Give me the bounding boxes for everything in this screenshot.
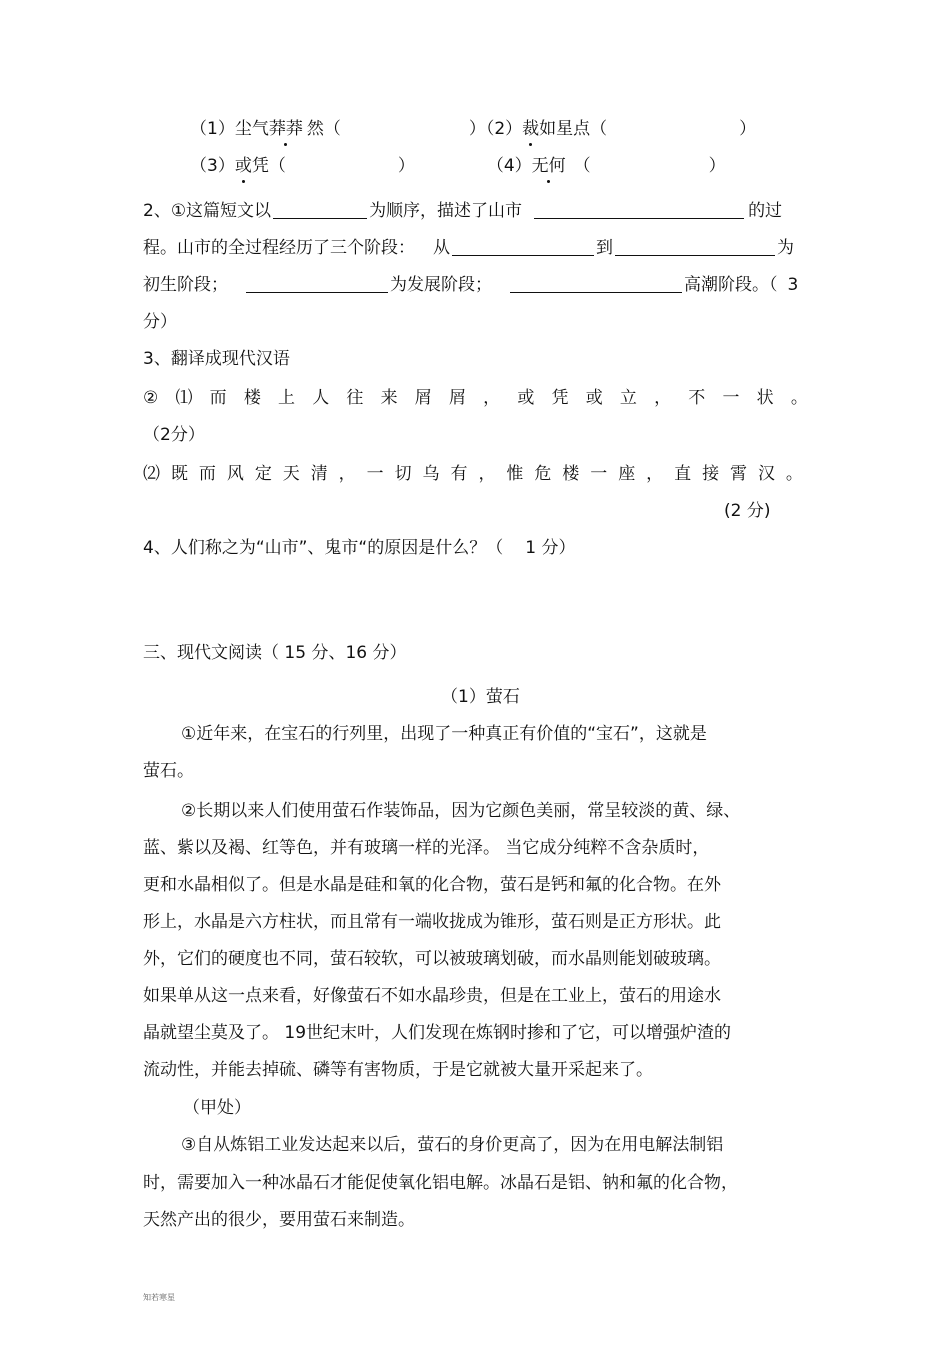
q1-item3-dotted: 或: [234, 156, 252, 176]
translation-char: 定: [254, 464, 272, 484]
translation-char: 。: [785, 464, 803, 484]
q1-row-2: [190, 155, 726, 177]
translation-char: 危: [534, 464, 552, 484]
q4-score: 1 分）: [525, 538, 576, 558]
translation-char: ，: [483, 388, 501, 408]
q2-blank-develop[interactable]: [246, 274, 388, 293]
translation-char: 。: [790, 388, 808, 408]
p2-line-7: 晶就望尘莫及了。 19世纪末叶，人们发现在炼钢时掺和了它，可以增强炉渣的: [143, 1023, 732, 1043]
translation-char: ，: [478, 464, 496, 484]
p1-line-1: ①近年来，在宝石的行列里，出现了一种真正有价值的“宝石”，这就是: [181, 724, 707, 744]
q1-item2-dotted: 裁: [522, 119, 540, 139]
translation-char: 既: [170, 464, 188, 484]
translation-char: 不: [688, 388, 706, 408]
translation-char: 切: [394, 464, 412, 484]
translation-char: 而: [209, 388, 227, 408]
q2-text: 为顺序，描述了山市: [369, 201, 523, 221]
translation-char: ⑵: [143, 464, 160, 484]
translation-char: 人: [312, 388, 330, 408]
q2-line-4: 分）: [143, 312, 177, 332]
q1-item1-suffix: 然（: [306, 119, 341, 139]
p2-line-6: 如果单从这一点来看，好像萤石不如水晶珍贵，但是在工业上，萤石的用途水: [143, 986, 721, 1006]
p3-line-2: 时，需要加入一种冰晶石才能促使氧化铝电解。冰晶石是铝、钠和氟的化合物，: [143, 1173, 738, 1193]
translation-char: ，: [654, 388, 672, 408]
translation-char: ，: [646, 464, 664, 484]
footer-text: 知若寒星: [143, 1293, 175, 1302]
translation-char: 楼: [243, 388, 261, 408]
passage-title: （1）萤石: [441, 687, 520, 707]
translation-char: ⑴: [175, 388, 193, 408]
q1-item4-suffix: （: [573, 156, 591, 176]
translation-char: ，: [338, 464, 356, 484]
translation-char: 霄: [730, 464, 748, 484]
translation-char: 屑: [414, 388, 432, 408]
q1-item2-prefix: （2）: [485, 119, 523, 139]
p2-line-8: 流动性，并能去掉硫、磷等有害物质，于是它就被大量开采起来了。: [143, 1060, 653, 1080]
translation-char: 座: [618, 464, 636, 484]
translation-char: 一: [722, 388, 740, 408]
q2-line-2: [143, 237, 794, 259]
translation-char: 或: [585, 388, 603, 408]
q3-sentence-2: [143, 463, 803, 485]
q1-item3-close: ）: [397, 156, 415, 176]
translation-char: 风: [226, 464, 244, 484]
q1-item2-suffix: 如星点（: [539, 119, 608, 139]
translation-char: 一: [366, 464, 384, 484]
translation-char: 来: [380, 388, 398, 408]
section3-heading: 三、现代文阅读（ 15 分、16 分）: [143, 643, 407, 663]
translation-char: 惟: [506, 464, 524, 484]
q2-blank-order[interactable]: [273, 200, 367, 219]
q2-blank-to[interactable]: [615, 237, 775, 256]
q3-score-2: (2 分): [724, 501, 771, 521]
q1-item4-prefix: （4）: [486, 156, 532, 176]
translation-char: 接: [702, 464, 720, 484]
q2-score: 3: [787, 275, 799, 295]
p2-line-2: 蓝、紫以及褐、红等色，并有玻璃一样的光泽。 当它成分纯粹不含杂质时，: [143, 838, 710, 858]
q3-sentence-1: [143, 387, 808, 409]
translation-char: 或: [517, 388, 535, 408]
q4-text: 4、人们称之为“山市”、鬼市“的原因是什么？（: [143, 538, 504, 558]
q1-item1-close: ）: [468, 119, 486, 139]
p1-line-2: 萤石。: [143, 761, 194, 781]
p2-line-3: 更和水晶相似了。但是水晶是硅和氧的化合物，萤石是钙和氟的化合物。在外: [143, 875, 721, 895]
q1-row-1: [190, 118, 756, 140]
translation-char: 清: [310, 464, 328, 484]
q2-line-1: [143, 200, 782, 222]
q2-text: 为发展阶段；: [390, 275, 492, 295]
q2-blank-from[interactable]: [452, 237, 594, 256]
q4-line: [143, 537, 575, 559]
translation-char: 一: [590, 464, 608, 484]
q2-blank-climax[interactable]: [510, 274, 682, 293]
translation-char: 凭: [551, 388, 569, 408]
q2-text: 高潮阶段。（: [684, 275, 778, 295]
q3-score-1: （2分）: [143, 425, 205, 445]
translation-char: 有: [450, 464, 468, 484]
q1-item4-dotted: 无何: [531, 156, 566, 176]
translation-char: 乌: [422, 464, 440, 484]
q1-item3-suffix: 凭（: [251, 156, 286, 176]
translation-char: 往: [346, 388, 364, 408]
q1-item3-prefix: （3）: [190, 156, 235, 176]
q3-title: 3、翻译成现代汉语: [143, 349, 290, 369]
translation-char: 楼: [562, 464, 580, 484]
translation-char: 屑: [448, 388, 466, 408]
q2-text: 的过: [748, 201, 783, 221]
q1-item1-prefix: （1）尘气: [190, 119, 269, 139]
translation-char: 状: [756, 388, 774, 408]
q1-item4-close: ）: [708, 156, 726, 176]
translation-char: 而: [198, 464, 216, 484]
q2-text: 为: [777, 238, 794, 258]
p2-line-5: 外，它们的硬度也不同，萤石较软，可以被玻璃划破，而水晶则能划破玻璃。: [143, 949, 721, 969]
translation-char: ②: [143, 388, 159, 408]
q1-item1-dotted: 莽莽: [268, 119, 303, 139]
p3-line-3: 天然产出的很少，要用萤石来制造。: [143, 1210, 415, 1230]
p2-line-1: ②长期以来人们使用萤石作装饰品，因为它颜色美丽，常呈较淡的黄、绿、: [181, 801, 741, 821]
q2-text: 2、①这篇短文以: [143, 201, 272, 221]
p2-line-4: 形上，水晶是六方柱状，而且常有一端收拢成为锥形，萤石则是正方形状。此: [143, 912, 721, 932]
q2-text: 从: [433, 238, 450, 258]
translation-char: 上: [278, 388, 295, 408]
q2-blank-process[interactable]: [534, 200, 744, 219]
translation-char: 立: [619, 388, 637, 408]
q2-line-3: [143, 274, 798, 296]
q2-text: 程。山市的全过程经历了三个阶段：: [143, 238, 415, 258]
q2-text: 初生阶段；: [143, 275, 228, 295]
marker-jia: （甲处）: [183, 1098, 251, 1118]
translation-char: 直: [674, 464, 692, 484]
p3-line-1: ③自从炼铝工业发达起来以后，萤石的身价更高了，因为在用电解法制铝: [181, 1135, 724, 1155]
translation-char: 天: [282, 464, 300, 484]
q2-text: 到: [596, 238, 613, 258]
translation-char: 汉: [757, 464, 775, 484]
q1-item2-close: ）: [739, 119, 757, 139]
